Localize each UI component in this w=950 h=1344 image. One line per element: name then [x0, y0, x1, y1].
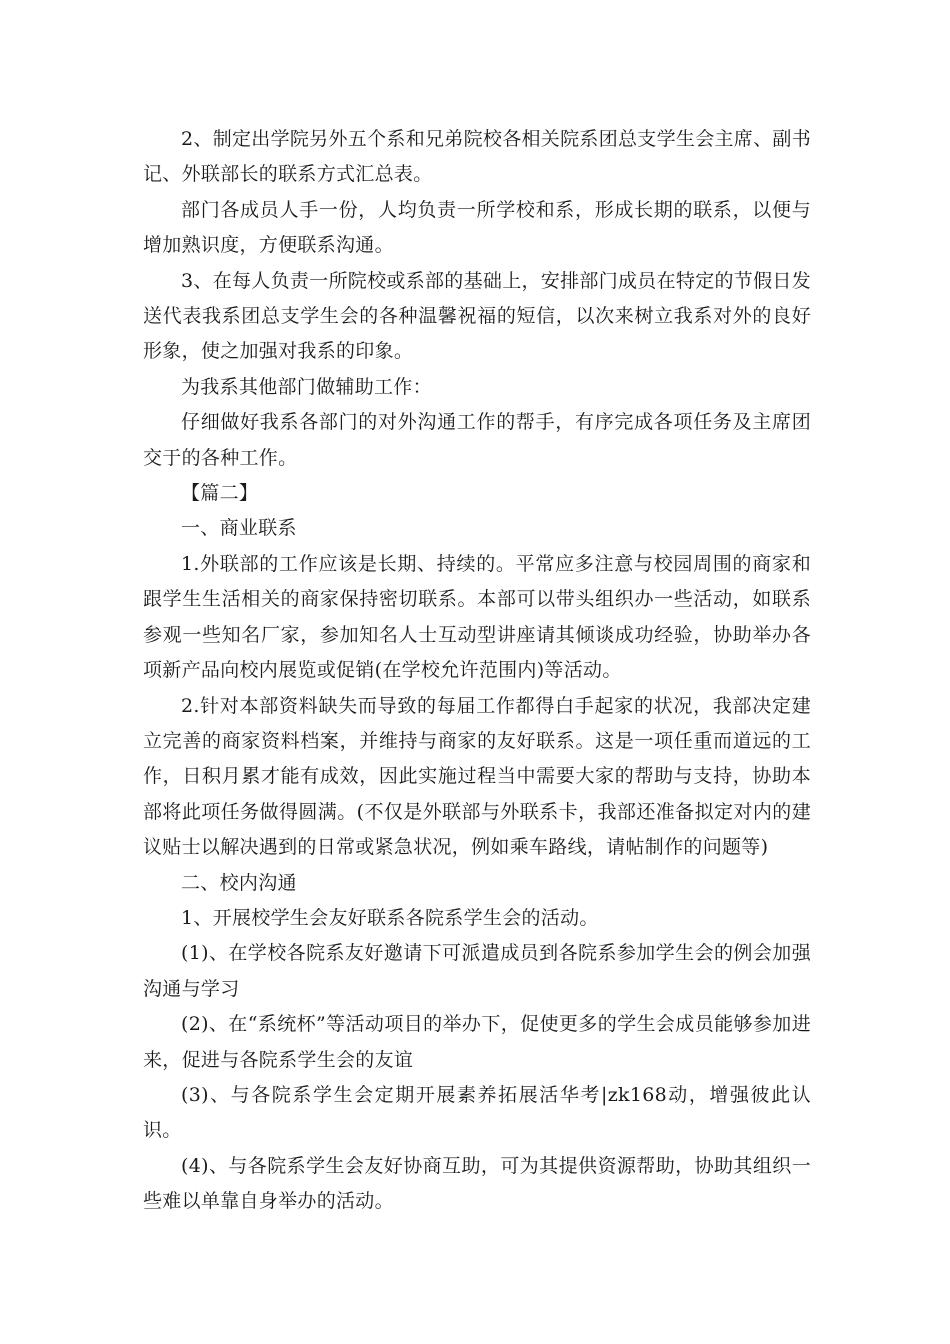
section-heading-campus: 二、校内沟通 — [181, 871, 297, 894]
paragraph-campus-1-2: (2)、在“系统杯”等活动项目的举办下，促使更多的学生会成员能够参加进来，促进与各院系学生会的友谊 — [143, 1013, 811, 1071]
paragraph-campus-1: 1、开展校学生会友好联系各院系学生会的活动。 — [181, 906, 599, 929]
document-body — [143, 122, 811, 1220]
paragraph-campus-1-3: (3)、与各院系学生会定期开展素养拓展活华考|zk168动，增强彼此认识。 — [143, 1083, 811, 1142]
paragraph-business-2: 2.针对本部资料缺失而导致的每届工作都得白手起家的状况，我部决定建立完善的商家资料档案，并维持与商家的友好联系。这是一项任重而道远的工作，日积月累才能有成效，因此实施过程当中需要大家的帮助与支持，协助本部将此项任务做得圆满。(不仅是外联部与外联系卡，我部还准备拟定对内的建议贴士以解决遇到的日常或紧急状况，例如乘车路线，请帖制作的问题等) — [143, 694, 811, 859]
paragraph-contact-summary: 2、制定出学院另外五个系和兄弟院校各相关院系团总支学生会主席、副书记、外联部长的联系方式汇总表。 — [143, 128, 811, 186]
paragraph-business-1: 1.外联部的工作应该是长期、持续的。平常应多注意与校园周围的商家和跟学生生活相关的商家保持密切联系。本部可以带头组织办一些活动，如联系参观一些知名厂家，参加知名人士互动型讲座请其倾谈成功经验，协助举办各项新产品向校内展览或促销(在学校允许范围内)等活动。 — [143, 552, 811, 682]
section-heading-business: 一、商业联系 — [181, 517, 297, 540]
paragraph-member-duty: 部门各成员人手一份，人均负责一所学校和系，形成长期的联系，以便与增加熟识度，方便联系沟通。 — [143, 198, 811, 257]
paragraph-holiday-greetings: 3、在每人负责一所院校或系部的基础上，安排部门成员在特定的节假日发送代表我系团总支学生会的各种温馨祝福的短信，以次来树立我系对外的良好形象，使之加强对我系的印象。 — [143, 269, 811, 363]
paragraph-assist-heading: 为我系其他部门做辅助工作： — [181, 375, 432, 398]
paragraph-campus-1-1: (1)、在学校各院系友好邀请下可派遣成员到各院系参加学生会的例会加强沟通与学习 — [143, 942, 811, 1000]
paragraph-campus-1-4: (4)、与各院系学生会友好协商互助，可为其提供资源帮助，协助其组织一些难以单靠自身举办的活动。 — [143, 1154, 811, 1213]
paragraph-assist-detail: 仔细做好我系各部门的对外沟通工作的帮手，有序完成各项任务及主席团交于的各种工作。 — [143, 411, 811, 469]
section-heading-part-two: 【篇二】 — [181, 482, 259, 505]
